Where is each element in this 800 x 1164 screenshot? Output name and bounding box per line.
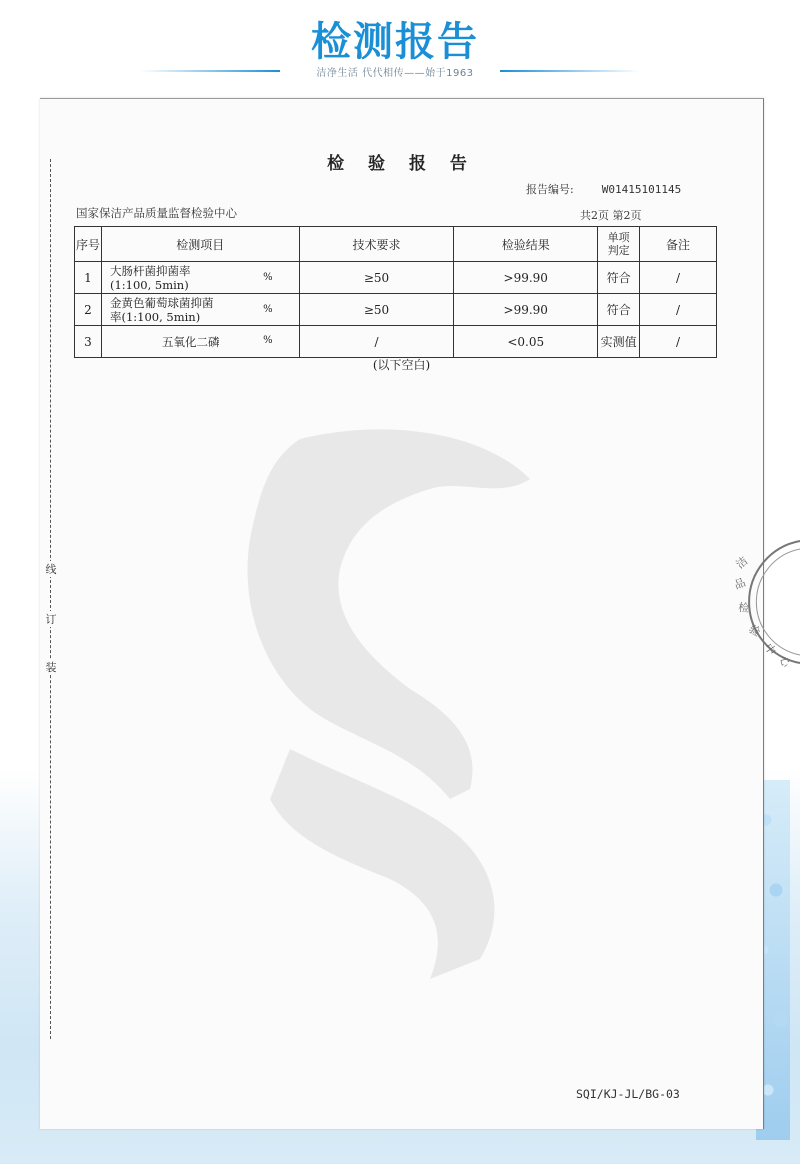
report-number-value: W01415101145	[601, 183, 682, 196]
row-no: 3	[75, 326, 102, 358]
row-item	[101, 262, 299, 294]
item-unit: %	[263, 272, 273, 283]
svg-text:心: 心	[777, 654, 793, 669]
item-line1: 大肠杆菌抑菌率	[109, 263, 191, 278]
report-title: 检 验 报 告	[327, 154, 476, 174]
table-row	[75, 326, 717, 358]
row-result: >99.90	[454, 294, 598, 326]
header-title: 检测报告	[311, 19, 479, 65]
col-header-requirement: 技术要求	[299, 227, 454, 262]
page-info: 共2页 第2页	[580, 209, 642, 222]
official-seal-stamp	[718, 537, 800, 667]
row-requirement: ≥50	[299, 294, 454, 326]
col-header-item: 检测项目	[101, 227, 299, 262]
col-header-judgement: 单项判定	[598, 227, 640, 262]
row-item	[101, 326, 299, 358]
binding-char-zhuang: 装	[45, 661, 57, 674]
svg-text:中: 中	[761, 641, 779, 658]
row-result: >99.90	[454, 262, 598, 294]
table-row	[75, 262, 717, 294]
row-remark: /	[640, 326, 717, 358]
binding-char-ding: 订	[45, 613, 57, 626]
binding-char-xian: 线	[45, 563, 57, 576]
svg-text:品: 品	[732, 575, 748, 592]
row-no: 2	[75, 294, 102, 326]
row-remark: /	[640, 262, 717, 294]
row-remark: /	[640, 294, 717, 326]
report-number	[526, 181, 681, 197]
item-line1: 金黄色葡萄球菌抑菌	[109, 295, 214, 310]
item-unit: %	[263, 335, 273, 346]
table-row	[75, 294, 717, 326]
svg-text:洁: 洁	[733, 554, 751, 572]
item-unit: %	[263, 304, 273, 315]
row-requirement: /	[299, 326, 454, 358]
item-line2: (1:100, 5min)	[109, 277, 189, 292]
form-code: SQI/KJ-JL/BG-03	[576, 1087, 680, 1101]
row-judgement: 符合	[598, 262, 640, 294]
report-number-label: 报告编号:	[526, 183, 574, 196]
results-table	[74, 226, 717, 358]
row-no: 1	[75, 262, 102, 294]
item-line1: 五氧化二磷	[161, 334, 220, 349]
header-subtitle: 洁净生活 代代相传——始于1963	[316, 68, 474, 79]
svg-text:验: 验	[746, 622, 763, 640]
binding-line	[50, 159, 51, 1039]
col-header-remark: 备注	[640, 227, 717, 262]
row-item	[101, 294, 299, 326]
blank-below-note: (以下空白)	[372, 358, 431, 372]
row-result: <0.05	[454, 326, 598, 358]
col-header-no: 序号	[75, 227, 102, 262]
svg-text:检: 检	[737, 601, 750, 615]
row-judgement: 符合	[598, 294, 640, 326]
row-judgement: 实测值	[598, 326, 640, 358]
row-requirement: ≥50	[299, 262, 454, 294]
col-header-result: 检验结果	[454, 227, 598, 262]
table-header-row	[75, 227, 717, 262]
watermark-logo	[230, 419, 550, 979]
testing-organization: 国家保洁产品质量监督检验中心	[76, 206, 237, 220]
item-line2: 率(1:100, 5min)	[109, 309, 201, 324]
report-paper	[40, 98, 793, 1129]
